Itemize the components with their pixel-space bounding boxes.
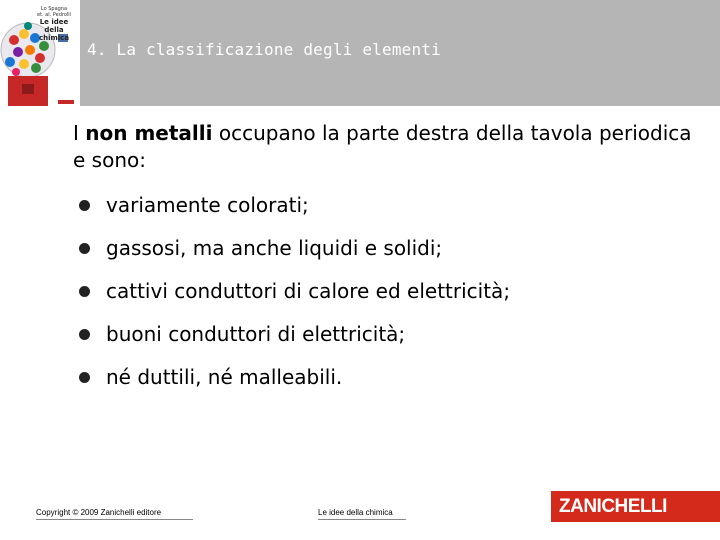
intro-paragraph (73, 120, 693, 174)
cover-author-line1: Lo Spagna (40, 6, 68, 12)
footer-divider-left (36, 519, 193, 520)
intro-text-end: occupano la parte destra della tavola periodica e sono: (73, 121, 692, 172)
footer-book-title: Le idee della chimica (318, 508, 393, 517)
bullet-dot-icon (79, 286, 90, 297)
bullet-dot-icon (79, 243, 90, 254)
bullet-dot-icon (79, 329, 90, 340)
list-item (73, 276, 510, 319)
intro-text-start: I (73, 121, 86, 145)
book-cover-image (0, 0, 80, 106)
list-item-text: variamente colorati; (106, 193, 309, 217)
cover-book-title: Le idee della chimica (38, 18, 70, 42)
list-item-text: cattivi conduttori di calore ed elettricità; (106, 279, 511, 303)
cover-title (30, 6, 78, 42)
cover-author-line2: et. al. Pedrolli (36, 12, 72, 18)
list-item (73, 319, 510, 362)
slide-title: 4. La classificazione degli elementi (87, 40, 441, 59)
intro-bold-term: non metalli (85, 121, 213, 145)
publisher-logo: ZANICHELLI (551, 491, 720, 522)
list-item (73, 190, 510, 233)
bullet-dot-icon (79, 200, 90, 211)
bullet-dot-icon (79, 372, 90, 383)
property-list (73, 190, 510, 405)
list-item (73, 362, 510, 405)
footer-copyright: Copyright © 2009 Zanichelli editore (36, 508, 162, 517)
footer-divider-center (318, 519, 406, 520)
list-item-text: buoni conduttori di elettricità; (106, 322, 406, 346)
list-item-text: gassosi, ma anche liquidi e solidi; (106, 236, 443, 260)
list-item-text: né duttili, né malleabili. (106, 365, 343, 389)
list-item (73, 233, 510, 276)
